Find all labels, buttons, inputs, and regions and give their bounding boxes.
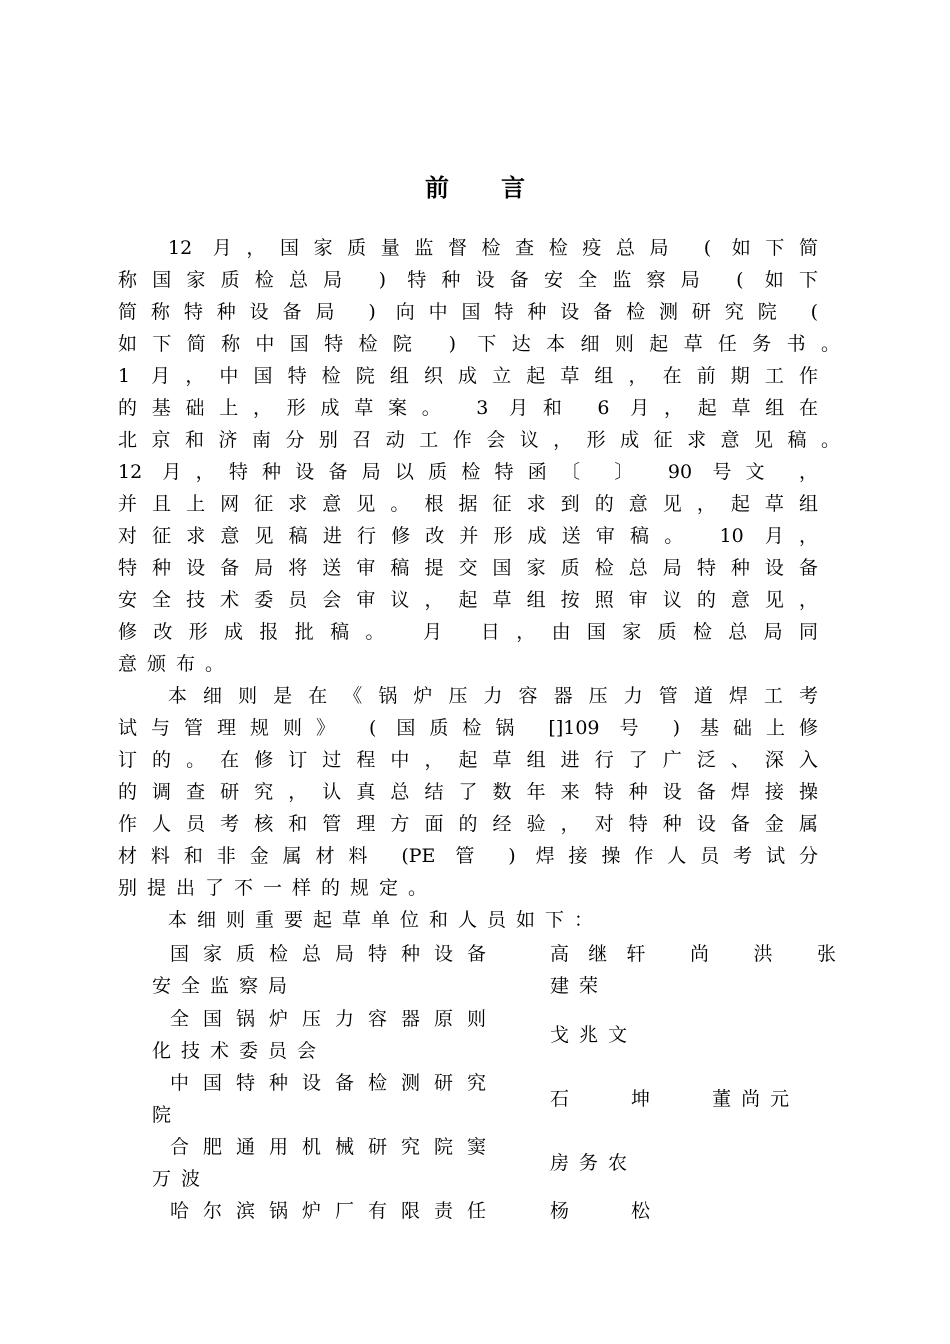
text-line: 1 月，中国特检院组织成立起草组，在前期工作 xyxy=(118,365,818,387)
drafter-org-2: 全国锅炉压力容器原则 化技术委员会 xyxy=(152,1008,486,1062)
drafter-org-5: 哈尔滨锅炉厂有限责任 xyxy=(170,1200,486,1222)
text-line: 对征求意见稿进行修改并形成送审稿。 10 月， xyxy=(118,525,818,547)
drafter-org-3: 中国特种设备检测研究 院 xyxy=(152,1072,486,1126)
drafter-org-4: 合肥通用机械研究院窦 万波 xyxy=(152,1136,486,1190)
text-line: 12 月，特种设备局以质检特函〔 〕 90 号文 ， xyxy=(118,461,818,483)
drafter-people-2: 戈兆文 xyxy=(550,1024,638,1046)
text-line: 的调查研究，认真总结了数年来特种设备焊接操 xyxy=(118,781,818,803)
text-line: 安全技术委员会审议，起草组按照审议的意见， xyxy=(118,589,818,611)
text-line: 北京和济南分别召动工作会议，形成征求意见稿。 xyxy=(118,429,840,451)
text-line: 本细则重要起草单位和人员如下： xyxy=(168,909,604,931)
text-line: 试与管理规则》 ( 国质检锅 []109 号 ) 基础上修 xyxy=(118,717,818,739)
text-line: 如下简称中国特检院 ) 下达本细则起草任务书。 xyxy=(118,333,840,355)
text-line: 作人员考核和管理方面的经验，对特种设备金属 xyxy=(118,813,818,835)
drafter-people-4: 房务农 xyxy=(550,1152,638,1174)
text-line: 的基础上，形成草案。 3 月和 6 月，起草组在 xyxy=(118,397,818,419)
text-line: 修改形成报批稿。 月 日，由国家质检总局同 xyxy=(118,621,818,643)
page-title: 前言 xyxy=(425,173,577,202)
drafter-people-5: 杨 松 xyxy=(550,1200,661,1222)
text-line: 本细则是在《锅炉压力容器压力管道焊工考 xyxy=(168,685,818,707)
drafter-people-3: 石 坤 董尚元 xyxy=(550,1088,800,1110)
text-line: 并且上网征求意见。根据征求到的意见，起草组 xyxy=(118,493,818,515)
text-line: 简称特种设备局 ) 向中国特种设备检测研究院 ( xyxy=(118,301,818,323)
drafter-org-1: 国家质检总局特种设备 安全监察局 xyxy=(152,943,486,997)
text-line: 订的。在修订过程中，起草组进行了广泛、深入 xyxy=(118,749,818,771)
text-line: 12 月，国家质量监督检查检疫总局 ( 如下简 xyxy=(168,237,818,259)
text-line: 别提出了不一样的规定。 xyxy=(118,877,438,899)
drafter-people-1: 高继轩 尚 洪 张 建荣 xyxy=(550,943,836,997)
text-line: 材料和非金属材料 (PE 管 ) 焊接操作人员考试分 xyxy=(118,845,818,867)
text-line: 特种设备局将送审稿提交国家质检总局特种设备 xyxy=(118,557,818,579)
text-line: 称国家质检总局 ) 特种设备安全监察局 ( 如下 xyxy=(118,269,818,291)
text-line: 意颁布。 xyxy=(118,653,235,675)
